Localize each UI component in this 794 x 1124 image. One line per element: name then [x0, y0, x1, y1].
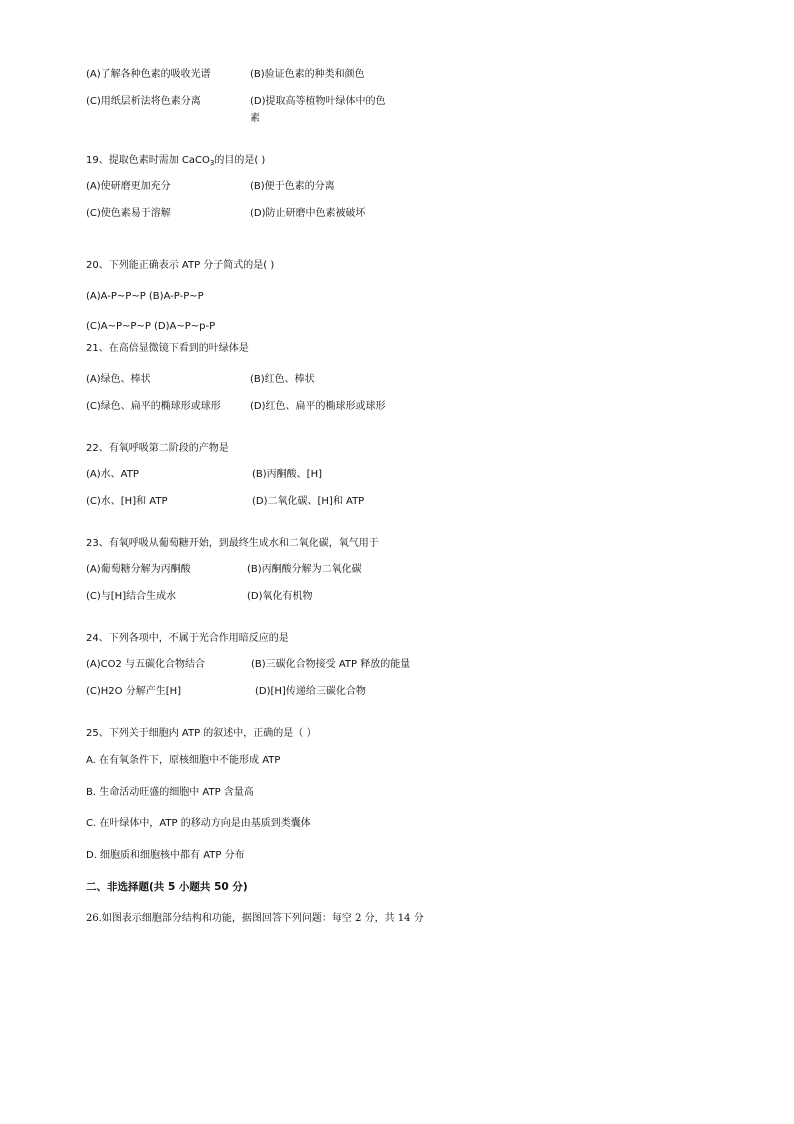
q21-option-a: (A)绿色、棒状 — [86, 374, 151, 385]
q19-stem — [86, 154, 265, 168]
q25-option-c: C. 在叶绿体中，ATP 的移动方向是由基质到类囊体 — [86, 818, 311, 829]
section-heading: 二、非选择题(共 5 小题共 50 分) — [86, 881, 248, 893]
q21-option-d: (D)红色、扁平的椭球形或球形 — [250, 401, 386, 412]
q23-option-b: (B)丙酮酸分解为二氧化碳 — [247, 564, 362, 575]
q24-option-c: (C)H2O 分解产生[H] — [86, 686, 182, 697]
q22-option-b: (B)丙酮酸、[H] — [252, 469, 322, 480]
q18-option-d-line1: (D)提取高等植物叶绿体中的色 — [250, 96, 386, 107]
q25-stem: 25、下列关于细胞内 ATP 的叙述中，正确的是（ ） — [86, 728, 317, 739]
q21-option-c: (C)绿色、扁平的椭球形或球形 — [86, 401, 221, 412]
q22-option-c: (C)水、[H]和 ATP — [86, 496, 168, 507]
q23-option-c: (C)与[H]结合生成水 — [86, 591, 177, 602]
q20-options-cd: (C)A~P~P~P (D)A~P~p-P — [86, 321, 216, 332]
q22-option-d: (D)二氧化碳、[H]和 ATP — [252, 496, 365, 507]
q19-stem-post: 的目的是( ) — [214, 155, 266, 166]
q19-option-c: (C)使色素易于溶解 — [86, 208, 171, 219]
q20-stem: 20、下列能正确表示 ATP 分子简式的是( ) — [86, 260, 275, 271]
q18-option-b: (B)验证色素的种类和颜色 — [250, 69, 365, 80]
q24-option-a: (A)CO2 与五碳化合物结合 — [86, 659, 206, 670]
q21-stem: 21、在高倍显微镜下看到的叶绿体是 — [86, 343, 249, 354]
q21-option-b: (B)红色、棒状 — [250, 374, 315, 385]
q24-stem: 24、下列各项中，不属于光合作用暗反应的是 — [86, 633, 289, 644]
q19-stem-pre: 19、提取色素时需加 CaCO — [86, 155, 210, 166]
q23-option-a: (A)葡萄糖分解为丙酮酸 — [86, 564, 191, 575]
q18-option-a: (A)了解各种色素的吸收光谱 — [86, 69, 211, 80]
q25-option-a: A. 在有氧条件下，原核细胞中不能形成 ATP — [86, 755, 281, 766]
q25-option-d: D. 细胞质和细胞核中都有 ATP 分布 — [86, 850, 245, 861]
q23-stem: 23、有氧呼吸从葡萄糖开始，到最终生成水和二氧化碳，氧气用于 — [86, 538, 379, 549]
q19-option-a: (A)使研磨更加充分 — [86, 181, 171, 192]
q24-option-d: (D)[H]传递给三碳化合物 — [255, 686, 366, 697]
q18-option-d-line2: 素 — [250, 113, 260, 124]
q26-stem: 26.如图表示细胞部分结构和功能，据图回答下列问题：每空 2 分，共 14 分 — [86, 913, 424, 924]
q19-option-b: (B)便于色素的分离 — [250, 181, 335, 192]
q24-option-b: (B)三碳化合物接受 ATP 释放的能量 — [251, 659, 411, 670]
q18-option-c: (C)用纸层析法将色素分离 — [86, 96, 201, 107]
q19-stem-subscript: 3 — [209, 159, 215, 167]
q22-option-a: (A)水、ATP — [86, 469, 139, 480]
q22-stem: 22、有氧呼吸第二阶段的产物是 — [86, 443, 229, 454]
q25-option-b: B. 生命活动旺盛的细胞中 ATP 含量高 — [86, 787, 254, 798]
q20-options-ab: (A)A-P~P~P (B)A-P-P~P — [86, 291, 204, 302]
q23-option-d: (D)氧化有机物 — [247, 591, 313, 602]
q19-option-d: (D)防止研磨中色素被破坏 — [250, 208, 366, 219]
